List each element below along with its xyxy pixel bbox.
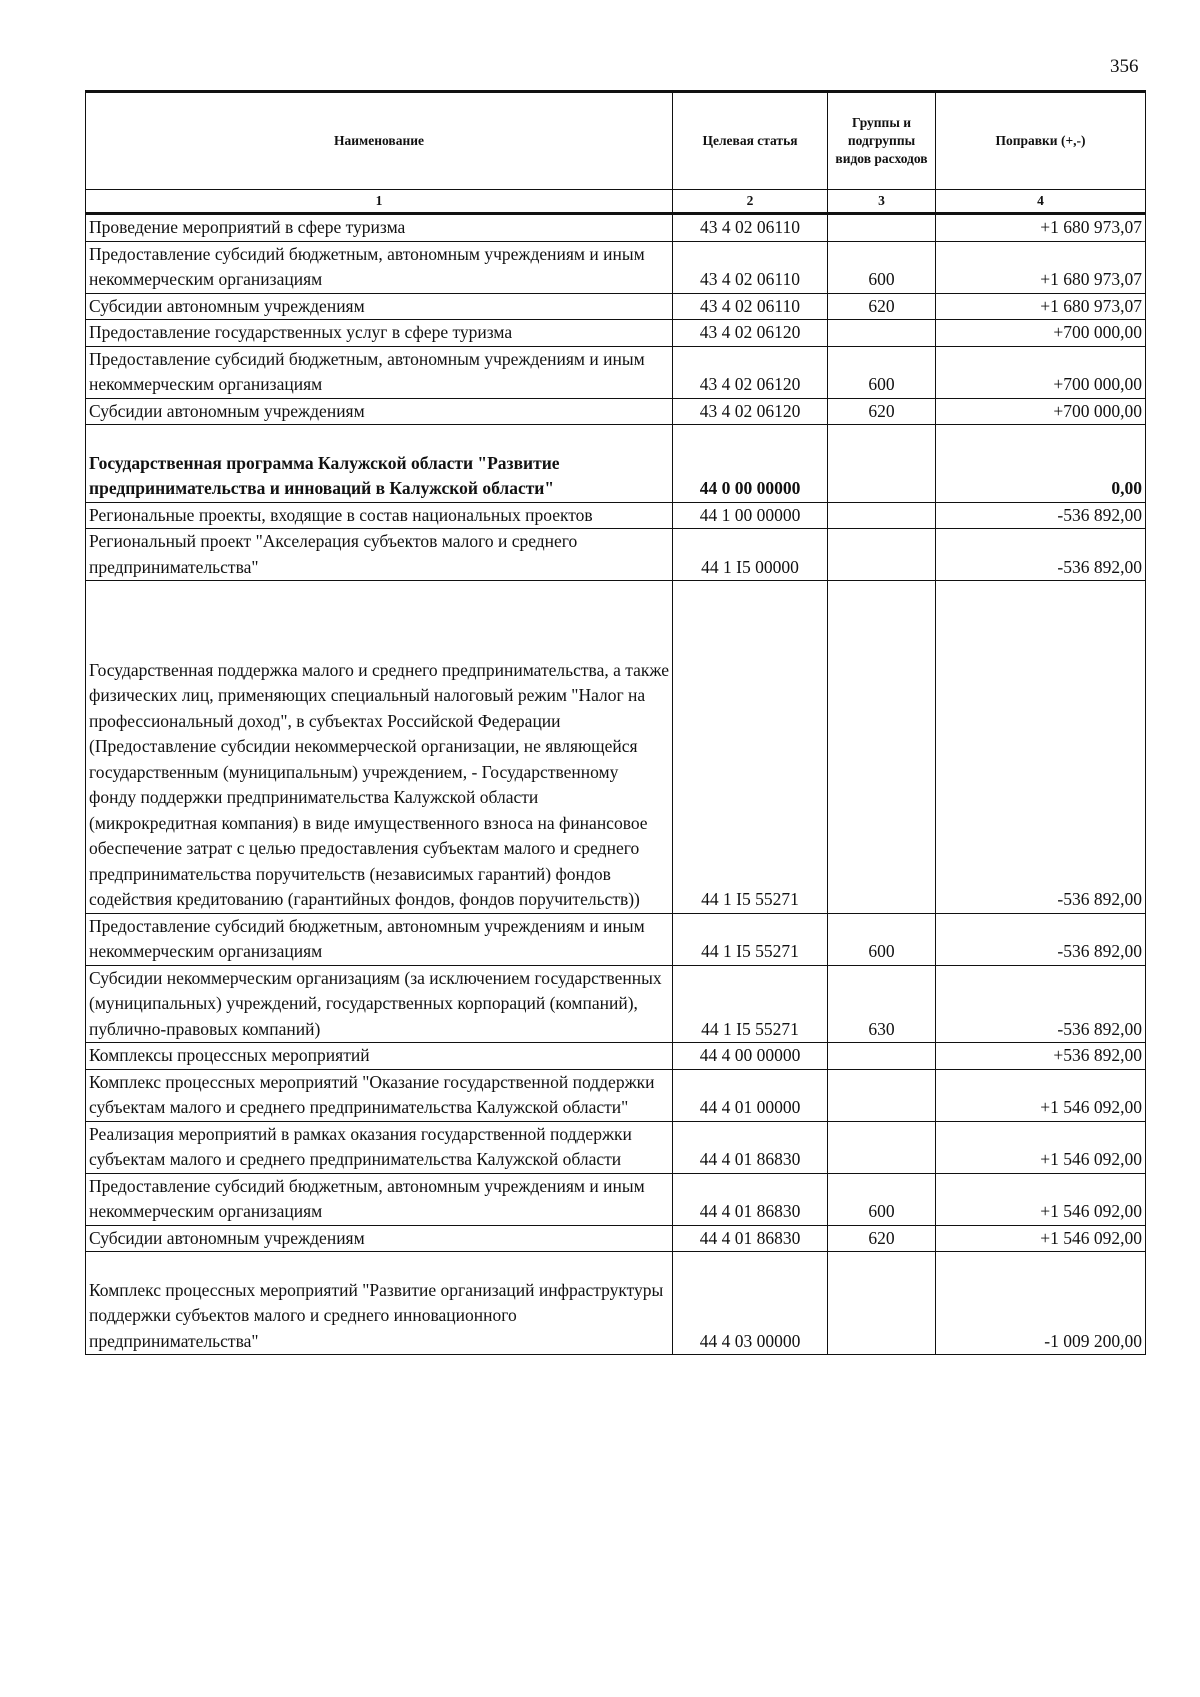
row-amendment: +1 680 973,07	[936, 241, 1146, 293]
row-amendment: -536 892,00	[936, 581, 1146, 914]
column-number-row	[86, 190, 1146, 214]
page-number: 356	[1110, 56, 1139, 77]
column-number: 3	[828, 190, 936, 214]
row-amendment: -1 009 200,00	[936, 1252, 1146, 1355]
row-amendment: +1 546 092,00	[936, 1173, 1146, 1225]
row-target-code: 44 4 01 86830	[673, 1225, 828, 1252]
row-name: Предоставление субсидий бюджетным, автономным учреждениям и иным некоммерческим организациям	[86, 913, 673, 965]
row-expense-group: 620	[828, 398, 936, 425]
table-row	[86, 214, 1146, 242]
row-expense-group: 600	[828, 241, 936, 293]
row-amendment: -536 892,00	[936, 502, 1146, 529]
row-target-code: 44 4 00 00000	[673, 1043, 828, 1070]
row-amendment: +536 892,00	[936, 1043, 1146, 1070]
header-amendment: Поправки (+,-)	[936, 92, 1146, 190]
row-amendment: +700 000,00	[936, 320, 1146, 347]
table-row	[86, 581, 1146, 914]
table-row	[86, 293, 1146, 320]
row-target-code: 43 4 02 06120	[673, 320, 828, 347]
row-name: Региональные проекты, входящие в состав национальных проектов	[86, 502, 673, 529]
row-target-code: 44 4 01 00000	[673, 1069, 828, 1121]
row-expense-group	[828, 581, 936, 914]
row-target-code: 44 1 I5 55271	[673, 913, 828, 965]
row-target-code: 43 4 02 06110	[673, 214, 828, 242]
row-name: Государственная программа Калужской области "Развитие предпринимательства и инноваций в Калужской области"	[86, 425, 673, 503]
row-amendment: -536 892,00	[936, 913, 1146, 965]
table-row	[86, 241, 1146, 293]
row-target-code: 44 4 03 00000	[673, 1252, 828, 1355]
table-row	[86, 1069, 1146, 1121]
row-expense-group	[828, 1043, 936, 1070]
row-name: Субсидии автономным учреждениям	[86, 293, 673, 320]
table-row	[86, 1043, 1146, 1070]
row-expense-group	[828, 425, 936, 503]
budget-amendments-table	[85, 90, 1146, 1355]
table-row	[86, 1225, 1146, 1252]
row-name: Комплекс процессных мероприятий "Оказание государственной поддержки субъектам малого и среднего предпринимательства Калужской области"	[86, 1069, 673, 1121]
table-row	[86, 320, 1146, 347]
row-name: Предоставление субсидий бюджетным, автономным учреждениям и иным некоммерческим организациям	[86, 346, 673, 398]
row-name: Государственная поддержка малого и среднего предпринимательства, а также физических лиц, применяющих специальный налоговый режим "Налог на профессиональный доход", в субъектах Российской Федерации (Предоставление субсидии некоммерческой организации, не являющейся государственным (муниципальным) учреждением, - Государственному фонду поддержки предпринимательства Калужской области (микрокредитная компания) в виде имущественного взноса на финансовое обеспечение затрат с целью предоставления субъектам малого и среднего предпринимательства поручительств (независимых гарантий) фондов содействия кредитованию (гарантийных фондов, фондов поручительств))	[86, 581, 673, 914]
row-amendment: +1 546 092,00	[936, 1121, 1146, 1173]
row-target-code: 43 4 02 06120	[673, 346, 828, 398]
table-row	[86, 965, 1146, 1043]
row-expense-group	[828, 214, 936, 242]
column-number: 4	[936, 190, 1146, 214]
row-expense-group	[828, 1252, 936, 1355]
column-number: 2	[673, 190, 828, 214]
table-row	[86, 425, 1146, 503]
table-row	[86, 502, 1146, 529]
row-amendment: +1 680 973,07	[936, 293, 1146, 320]
row-target-code: 44 1 I5 00000	[673, 529, 828, 581]
row-expense-group	[828, 1121, 936, 1173]
row-name: Субсидии автономным учреждениям	[86, 398, 673, 425]
row-target-code: 44 4 01 86830	[673, 1121, 828, 1173]
column-number: 1	[86, 190, 673, 214]
row-target-code: 43 4 02 06120	[673, 398, 828, 425]
row-name: Предоставление субсидий бюджетным, автономным учреждениям и иным некоммерческим организациям	[86, 1173, 673, 1225]
row-target-code: 44 1 I5 55271	[673, 965, 828, 1043]
row-amendment: +1 680 973,07	[936, 214, 1146, 242]
header-code: Целевая статья	[673, 92, 828, 190]
row-expense-group	[828, 529, 936, 581]
row-target-code: 44 1 00 00000	[673, 502, 828, 529]
row-name: Комплексы процессных мероприятий	[86, 1043, 673, 1070]
row-target-code: 44 4 01 86830	[673, 1173, 828, 1225]
row-target-code: 44 1 I5 55271	[673, 581, 828, 914]
table-body	[86, 214, 1146, 1355]
table-row	[86, 1121, 1146, 1173]
row-expense-group: 600	[828, 913, 936, 965]
row-name: Комплекс процессных мероприятий "Развитие организаций инфраструктуры поддержки субъектов малого и среднего инновационного предпринимательства"	[86, 1252, 673, 1355]
table-header-row	[86, 92, 1146, 190]
row-amendment: +700 000,00	[936, 346, 1146, 398]
table-row	[86, 398, 1146, 425]
row-amendment: +1 546 092,00	[936, 1225, 1146, 1252]
row-amendment: -536 892,00	[936, 965, 1146, 1043]
row-name: Реализация мероприятий в рамках оказания государственной поддержки субъектам малого и среднего предпринимательства Калужской области	[86, 1121, 673, 1173]
table-row	[86, 1173, 1146, 1225]
row-name: Предоставление субсидий бюджетным, автономным учреждениям и иным некоммерческим организациям	[86, 241, 673, 293]
row-name: Субсидии некоммерческим организациям (за исключением государственных (муниципальных) учреждений, государственных корпораций (компаний), публично-правовых компаний)	[86, 965, 673, 1043]
table-row	[86, 529, 1146, 581]
header-name: Наименование	[86, 92, 673, 190]
row-name: Региональный проект "Акселерация субъектов малого и среднего предпринимательства"	[86, 529, 673, 581]
row-expense-group	[828, 502, 936, 529]
row-expense-group: 620	[828, 293, 936, 320]
row-expense-group: 600	[828, 346, 936, 398]
row-name: Субсидии автономным учреждениям	[86, 1225, 673, 1252]
row-target-code: 43 4 02 06110	[673, 293, 828, 320]
row-expense-group	[828, 1069, 936, 1121]
row-expense-group: 600	[828, 1173, 936, 1225]
row-target-code: 43 4 02 06110	[673, 241, 828, 293]
header-groups: Группы и подгруппы видов расходов	[828, 92, 936, 190]
row-amendment: -536 892,00	[936, 529, 1146, 581]
row-amendment: 0,00	[936, 425, 1146, 503]
row-expense-group: 620	[828, 1225, 936, 1252]
table-row	[86, 913, 1146, 965]
row-amendment: +700 000,00	[936, 398, 1146, 425]
row-expense-group: 630	[828, 965, 936, 1043]
table-row	[86, 1252, 1146, 1355]
row-target-code: 44 0 00 00000	[673, 425, 828, 503]
row-expense-group	[828, 320, 936, 347]
row-name: Предоставление государственных услуг в сфере туризма	[86, 320, 673, 347]
row-name: Проведение мероприятий в сфере туризма	[86, 214, 673, 242]
table-row	[86, 346, 1146, 398]
row-amendment: +1 546 092,00	[936, 1069, 1146, 1121]
